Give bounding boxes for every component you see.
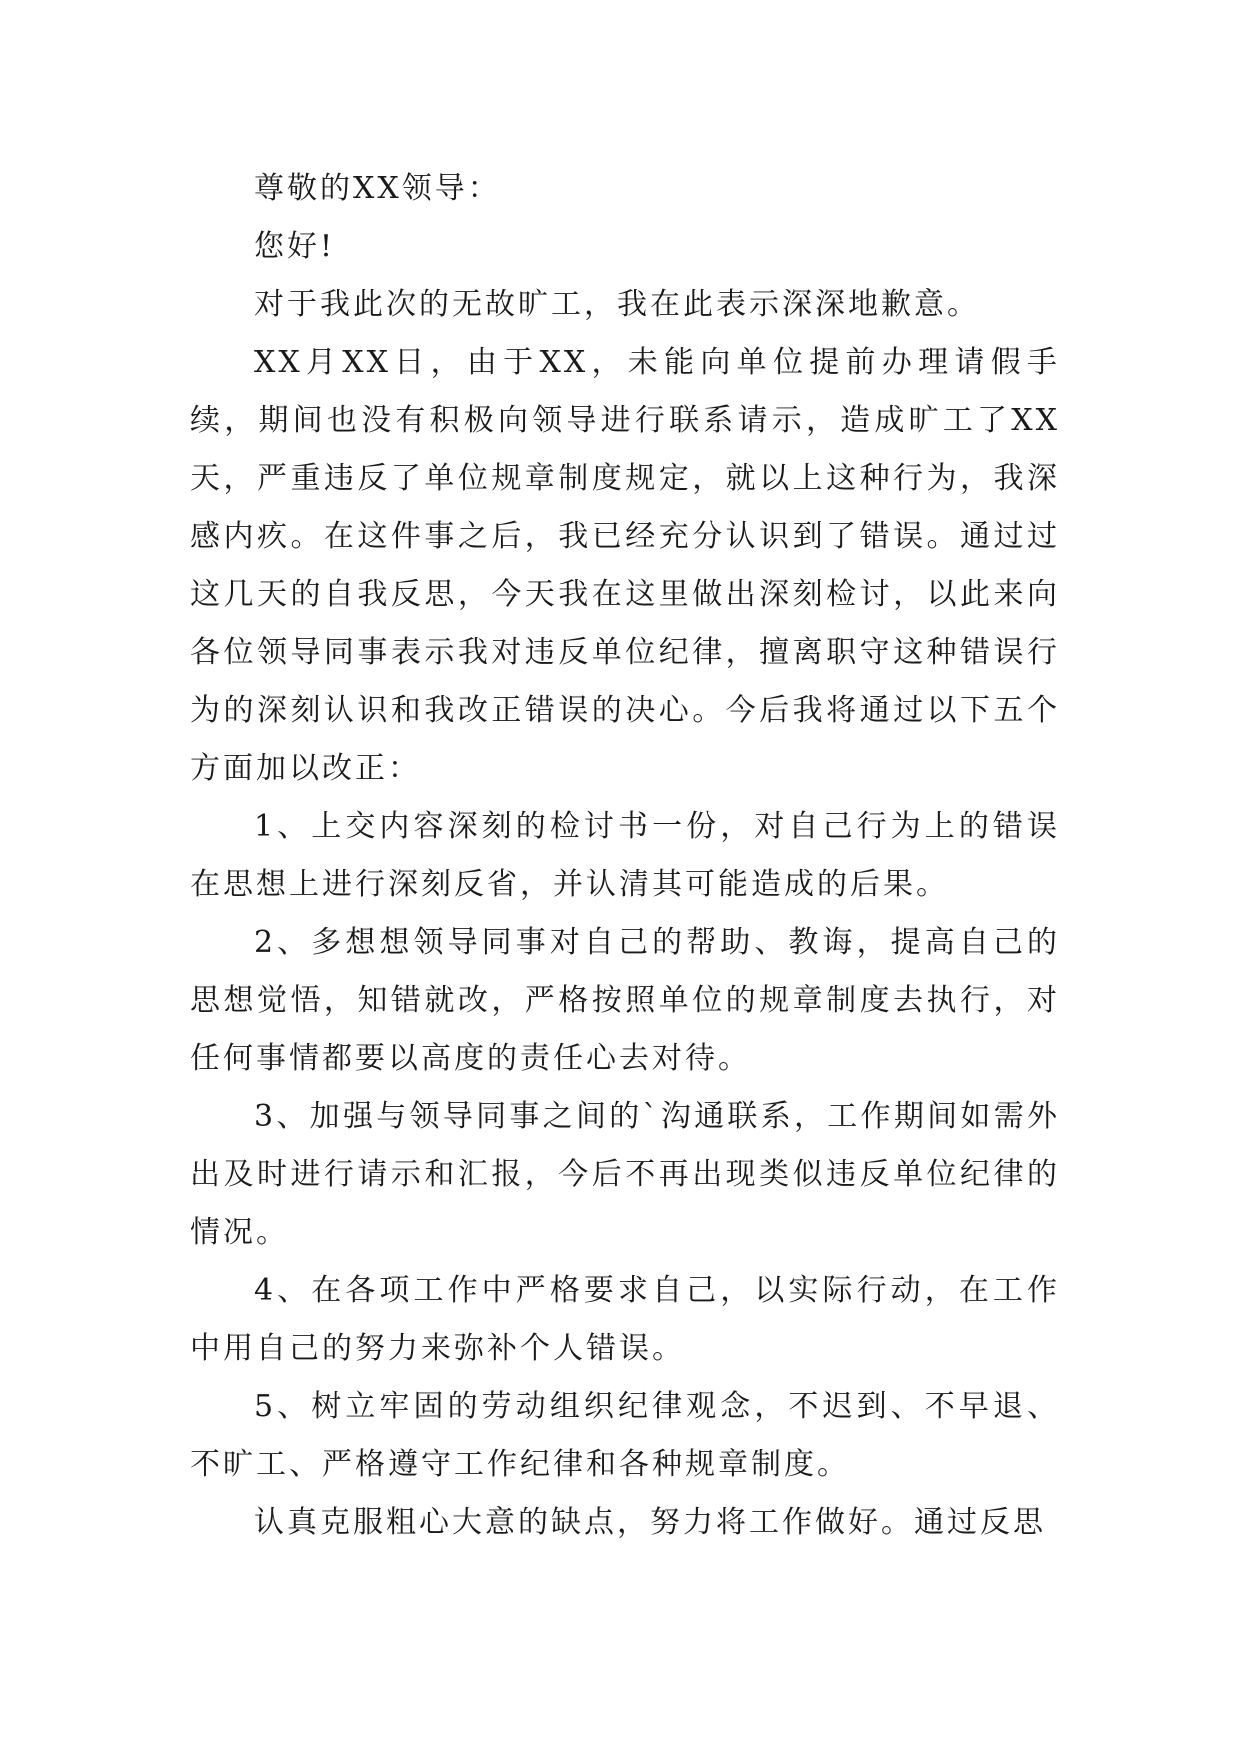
paragraph-item-4: 4、在各项工作中严格要求自己，以实际行动，在工作中用自己的努力来弥补个人错误。 <box>190 1273 1060 1366</box>
paragraph-incident: XX月XX日，由于XX，未能向单位提前办理请假手续，期间也没有积极向领导进行联系请示，造成旷工了XX天，严重违反了单位规章制度规定，就以上这种行为，我深感内疚。在这件事之后，我已经充分认识到了错误。通过过这几天的自我反思，今天我在这里做出深刻检讨，以此来向各位领导同事表示我对违反单位纪律，擅离职守这种错误行为的深刻认识和我改正错误的决心。今后我将通过以下五个方面加以改正： <box>190 345 1060 786</box>
paragraph-item-5: 5、树立牢固的劳动组织纪律观念，不迟到、不早退、不旷工、严格遵守工作纪律和各种规章制度。 <box>190 1389 1060 1482</box>
salutation: 尊敬的XX领导： <box>254 171 501 206</box>
paragraph-item-3: 3、加强与领导同事之间的`沟通联系，工作期间如需外出及时进行请示和汇报，今后不再出现类似违反单位纪律的情况。 <box>190 1099 1060 1250</box>
paragraph-item-2: 2、多想想领导同事对自己的帮助、教诲，提高自己的思想觉悟，知错就改，严格按照单位的规章制度去执行，对任何事情都要以高度的责任心去对待。 <box>190 925 1060 1076</box>
paragraph-apology: 对于我此次的无故旷工，我在此表示深深地歉意。 <box>254 287 980 322</box>
letter-body <box>190 160 1060 1552</box>
paragraph-item-1: 1、上交内容深刻的检讨书一份，对自己行为上的错误在思想上进行深刻反省，并认清其可能造成的后果。 <box>190 809 1060 902</box>
paragraph-closing: 认真克服粗心大意的缺点，努力将工作做好。通过反思 <box>254 1505 1046 1540</box>
greeting: 您好! <box>254 229 336 264</box>
